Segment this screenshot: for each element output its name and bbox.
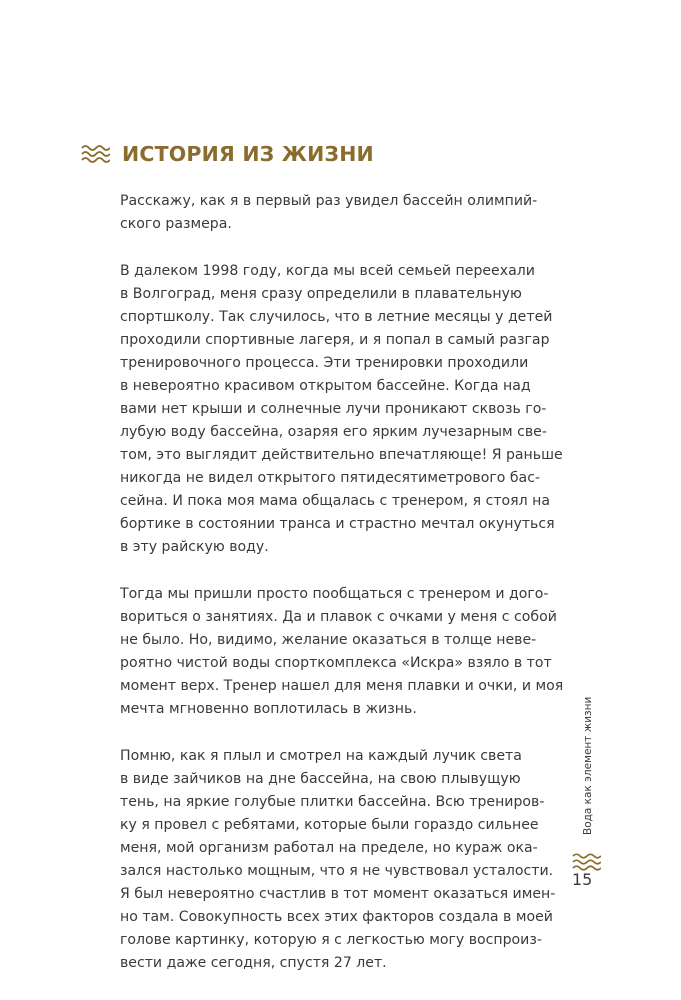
text-line: Помню, как я плыл и смотрел на каждый лучик света	[120, 748, 522, 764]
text-line: но там. Совокупность всех этих факторов создала в моей	[120, 909, 553, 925]
text-line: мечта мгновенно воплотилась в жизнь.	[120, 701, 417, 717]
text-line: спортшколу. Так случилось, что в летние месяцы у детей	[120, 309, 553, 325]
chapter-sidebar	[568, 696, 608, 885]
text-line: ку я провел с ребятами, которые были гораздо сильнее	[120, 817, 539, 833]
text-line: вести даже сегодня, спустя 27 лет.	[120, 955, 387, 971]
text-line: В далеком 1998 году, когда мы всей семьей переехали	[120, 263, 535, 279]
text-line: тень, на яркие голубые плитки бассейна. Всю трениров-	[120, 794, 545, 810]
text-line: сейна. И пока моя мама общалась с тренером, я стоял на	[120, 493, 550, 509]
text-line: не было. Но, видимо, желание оказаться в толще неве-	[120, 632, 537, 648]
text-line: том, это выглядит действительно впечатляюще! Я раньше	[120, 447, 563, 463]
section-title: ИСТОРИЯ ИЗ ЖИЗНИ	[122, 142, 374, 166]
paragraph	[120, 260, 563, 559]
text-line: в Волгоград, меня сразу определили в плавательную	[120, 286, 522, 302]
story-body	[120, 190, 564, 999]
page-number: 15	[572, 870, 593, 889]
text-line: в эту райскую воду.	[120, 539, 269, 555]
text-line: Я был невероятно счастлив в тот момент оказаться имен-	[120, 886, 556, 902]
text-line: Расскажу, как я в первый раз увидел бассейн олимпий-	[120, 193, 538, 209]
text-line: вориться о занятиях. Да и плавок с очками у меня с собой	[120, 609, 557, 625]
section-heading	[80, 142, 374, 166]
text-line: в виде зайчиков на дне бассейна, на свою плывущую	[120, 771, 521, 787]
text-line: вами нет крыши и солнечные лучи проникают сквозь го-	[120, 401, 547, 417]
text-line: меня, мой организм работал на пределе, но кураж ока-	[120, 840, 538, 856]
text-line: ского размера.	[120, 216, 232, 232]
text-line: тренировочного процесса. Эти тренировки проходили	[120, 355, 529, 371]
paragraph	[120, 745, 556, 975]
text-line: момент верх. Тренер нашел для меня плавки и очки, и моя	[120, 678, 564, 694]
chapter-label: Вода как элемент жизни	[582, 696, 594, 835]
text-line: Тогда мы пришли просто пообщаться с тренером и дого-	[120, 586, 549, 602]
paragraph	[120, 583, 564, 721]
text-line: проходили спортивные лагеря, и я попал в самый разгар	[120, 332, 550, 348]
text-line: никогда не видел открытого пятидесятиметрового бас-	[120, 470, 541, 486]
text-line: бортике в состоянии транса и страстно мечтал окунуться	[120, 516, 555, 532]
waves-icon	[80, 143, 110, 165]
text-line: роятно чистой воды спорткомплекса «Искра» взяло в тот	[120, 655, 552, 671]
paragraph	[120, 190, 538, 236]
text-line: голове картинку, которую я с легкостью могу воспроиз-	[120, 932, 542, 948]
waves-icon	[571, 852, 601, 872]
text-line: лубую воду бассейна, озаряя его ярким лучезарным све-	[120, 424, 547, 440]
text-line: в невероятно красивом открытом бассейне. Когда над	[120, 378, 531, 394]
text-line: зался настолько мощным, что я не чувствовал усталости.	[120, 863, 554, 879]
